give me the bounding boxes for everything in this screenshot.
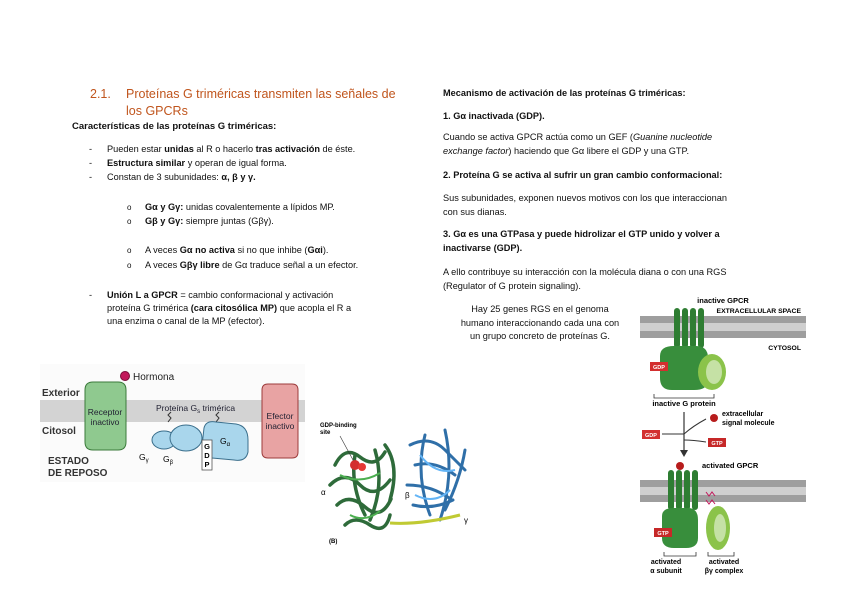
activation-cycle-figure [638, 294, 808, 578]
state-label-2: DE REPOSO [48, 468, 108, 479]
g-alpha-label: $G_\alpha$ [220, 436, 231, 448]
gprotein-label: Proteína $G_s$ trimérica [156, 403, 236, 415]
bullet-3: - Constan de 3 subunidades: α, β y γ. [89, 172, 256, 182]
activated-alpha-label-2: α subunit [650, 568, 682, 575]
signal-label-2: signal molecule [722, 420, 775, 427]
activated-alpha-label-1: activated [650, 559, 682, 566]
extracellular-label: EXTRACELLULAR SPACE [716, 308, 801, 315]
beta-label: β [405, 491, 410, 500]
sub-bullet-4: o A veces Gβγ libre de Gα traduce señal a un efector. [127, 260, 359, 270]
paragraph-subunits: Sus subunidades, exponen nuevos motivos con los que interaccionan con sus dianas. [443, 193, 727, 217]
mechanism-heading: Mecanismo de activación de las proteínas G triméricas: [443, 88, 686, 98]
resting-state-figure [40, 364, 305, 482]
panel-label: (B) [329, 539, 338, 545]
protein-structure-figure [315, 405, 485, 545]
section-title-line1: Proteínas G triméricas transmiten las señales de [126, 87, 396, 101]
characteristics-heading: Características de las proteínas G triméricas: [72, 121, 277, 132]
cytosol-label: Citosol [42, 426, 76, 437]
union-bullet: - Unión L a GPCR = cambio conformacional y activación proteína G trimérica (cara citosólica MP) que acopla el R a una enzima o canal de la MP (efector). [89, 290, 352, 326]
inactive-gpcr-label: inactive GPCR [697, 296, 749, 305]
svg-text:GTP: GTP [657, 531, 669, 537]
section-title-line2: los GPCRs [126, 104, 188, 118]
membrane-bottom-inner [640, 495, 806, 502]
svg-text:P: P [204, 460, 210, 469]
paragraph-gef: Cuando se activa GPCR actúa como un GEF (Guanine nucleotide exchange factor) haciendo que Gα libere el GDP y una GTP. [443, 132, 713, 156]
state-label-1: ESTADO [48, 456, 89, 467]
alpha-label: α [321, 488, 326, 497]
receptor-label-2: inactivo [90, 417, 120, 427]
g-beta-shape [170, 425, 202, 451]
gamma-label: γ [464, 516, 468, 525]
gdp-site-label-1: GDP-binding [320, 423, 357, 429]
svg-text:GDP: GDP [653, 365, 665, 371]
signal-molecule-icon [710, 414, 718, 422]
step-2: 2. Proteína G se activa al sufrir un gran cambio conformacional: [443, 170, 723, 180]
g-beta-label: $G_\beta$ [163, 454, 174, 466]
svg-text:G: G [204, 442, 210, 451]
cytosol-label: CYTOSOL [768, 345, 801, 352]
membrane-bottom-outer [640, 480, 806, 487]
sub-bullet-1: o Gα y Gγ: unidas covalentemente a lípidos MP. [127, 202, 335, 212]
svg-text:GTP: GTP [711, 441, 723, 447]
paragraph-rgs: A ello contribuye su interacción con la molécula diana o con una RGS (Regulator of G protein signaling). [443, 267, 727, 291]
paragraph-rgs-genes: Hay 25 genes RGS en el genoma humano interaccionando cada una con un grupo concreto de proteínas G. [460, 304, 620, 341]
activated-bg-label-1: activated [708, 559, 740, 566]
svg-text:GDP: GDP [645, 433, 657, 439]
bullet-2: - Estructura similar y operan de igual forma. [89, 158, 287, 168]
membrane-top-outer [640, 316, 806, 323]
exterior-label: Exterior [42, 388, 80, 399]
activated-bg-label-2: βγ complex [704, 568, 744, 575]
effector-label-1: Efector [266, 411, 294, 421]
membrane-top-inner [640, 331, 806, 338]
section-title [90, 86, 420, 120]
receptor-label-1: Receptor [87, 407, 123, 417]
hormone-icon [121, 372, 130, 381]
bullet-1: - Pueden estar unidas al R o hacerlo tras activación de éste. [89, 144, 356, 154]
gdp-site-label-2: site [320, 430, 331, 436]
activated-gpcr-label: activated GPCR [702, 461, 759, 470]
inactive-gprotein-label: inactive G protein [652, 399, 716, 408]
sub-bullet-3: o A veces Gα no activa si no que inhibe (Gαi). [127, 245, 329, 255]
g-gamma-label: $G_\gamma$ [139, 452, 149, 464]
section-number: 2.1. [90, 87, 111, 101]
effector-label-2: inactivo [265, 421, 295, 431]
hormone-label: Hormona [133, 372, 175, 383]
step-1: 1. Gα inactivada (GDP). [443, 111, 545, 121]
svg-text:D: D [204, 451, 210, 460]
step-3: 3. Gα es una GTPasa y puede hidrolizar el GTP unido y volver a inactivarse (GDP). [443, 229, 720, 253]
sub-bullet-2: o Gβ y Gγ: siempre juntas (Gβγ). [127, 216, 274, 226]
signal-label-1: extracellular [722, 411, 764, 418]
